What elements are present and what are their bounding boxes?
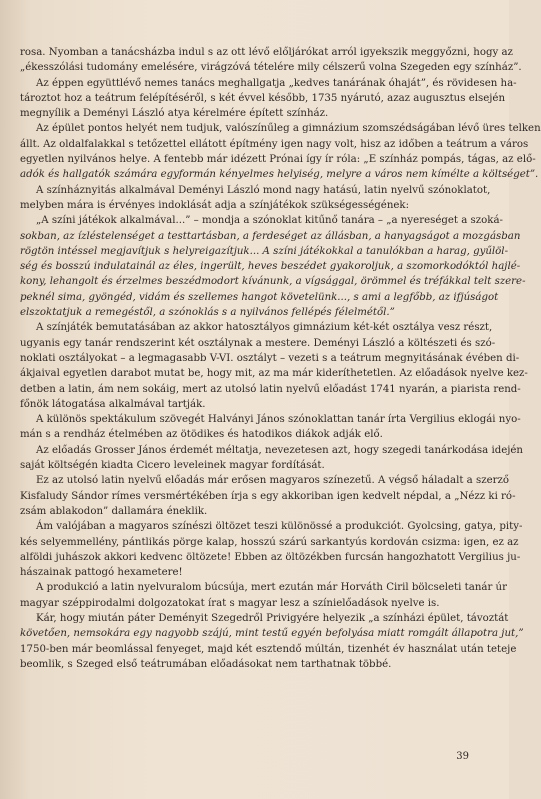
- text-line: állt. Az oldalfalakkal s tetőzettel ellátott építmény igen nagy volt, hisz az időben a teátrum a város: [20, 138, 529, 150]
- text-line: Az éppen együttlévő nemes tanács meghallgatja „kedves tanárának óhaját”, és rövidesen ha-: [36, 77, 517, 89]
- text-line: egyetlen nyilvános helye. A fentebb már idézett Prónai így ír róla: „E színház pompás, tágas, az elő-: [20, 154, 536, 166]
- paragraph-10: [20, 611, 524, 672]
- text-line: detben a latin, ám nem sokáig, mert az utolsó latin nyelvű előadást 1741 nyarán, a piarista rend-: [20, 383, 521, 395]
- text-line: noklati osztályokat – a legmagasabb V-VI. osztályt – vezeti s a teátrum megnyitásának évében di-: [20, 352, 520, 364]
- paragraph-8: [20, 519, 523, 580]
- text-line: rosa. Nyomban a tanácsházba indul s az ott lévő előljárókat arról igyekszik meggyőzni, hogy az: [20, 47, 513, 58]
- paragraph-1: [20, 45, 522, 121]
- text-line: saját költségén kiadta Cicero leveleinek magyar fordítását.: [20, 460, 325, 472]
- text-line: alföldi juhászok akkori kedvenc öltözete! Ebben az öltözékben furcsán hangozhatott Vergilius ju-: [20, 551, 521, 563]
- text-line: Kisfaludy Sándor rímes versmértékében írja s egy akkoriban igen kedvelt népdal, a „Nézz ki ró-: [20, 490, 516, 502]
- text-line: 1750-ben már beomlással fenyeget, majd két esztendő múltán, tizenhét év használat után teteje: [20, 643, 517, 655]
- text-line: ákjaival egyetlen darabot mutat be, hogy mit, az ma már kideríthetetlen. Az előadások nyelve kez-: [20, 368, 528, 380]
- paragraph-7: [20, 473, 516, 519]
- text-line: kony, lehangolt és érzelmes beszédmodort kívánunk, a vígsággal, örömmel és tréfákkal telt szere-: [20, 276, 526, 288]
- paragraph-5: [20, 412, 521, 443]
- text-line: Ez az utolsó latin nyelvű előadás már erősen magyaros színezetű. A végső háladalt a szerző: [36, 475, 509, 487]
- text-line: A színjáték bemutatásában az akkor hatosztályos gimnázium két-két osztálya vesz részt,: [36, 322, 493, 334]
- text-line: sokban, az ízléstelenséget a testtartásban, a ferdeséget az állásban, a hanyagságot a mozgásban: [20, 230, 521, 242]
- paragraph-3: [20, 183, 526, 321]
- text-line: melyben mára is érvényes indoklását adja a színjátékok szükségességének:: [20, 199, 410, 211]
- text-line: tároztot hoz a teátrum felépítéséről, s két évvel később, 1735 nyárutó, azaz augusztus elsején: [20, 92, 506, 104]
- text-line: „ékesszólási tudomány emelésére, virágzóvá tételére mily célszerű volna Szegeden egy színház”.: [20, 62, 522, 74]
- text-line: főnök látogatása alkalmával tartják.: [20, 398, 206, 410]
- text-line: Ám valójában a magyaros színészi öltözet teszi különössé a produkciót. Gyolcsing, gatya, pity-: [36, 521, 523, 533]
- text-line: A produkció a latin nyelvuralom búcsúja, mert ezután már Horváth Ciril bölcseleti tanár úr: [36, 582, 507, 594]
- text-line: Kár, hogy miután páter Deményit Szegedről Privigyére helyezik „a színházi épület, távoztát: [36, 612, 509, 624]
- text-line: hászainak pattogó hexametere!: [20, 567, 183, 579]
- text-line: zsám ablakodon” dallamára éneklik.: [20, 505, 208, 517]
- text-line: mán s a rendház ételmében az ötödikes és hatodikos diákok adják elő.: [20, 429, 383, 441]
- text-line: beomlik, s Szeged első teátrumában előadásokat nem tarthatnak többé.: [20, 658, 392, 670]
- text-line: Az előadás Grosser János érdemét méltatja, nevezetesen azt, hogy szegedi tanárkodása idején: [36, 444, 523, 456]
- text-line: elszoktatjuk a remegéstől, a szónoklás s a nyilvános fellépés félelmétől.”: [20, 307, 395, 319]
- text-line: rögtön intéssel megjavítjuk s helyreigazítjuk... A színi játékokkal a tanulókban a harag, gyűlöl-: [20, 245, 509, 257]
- text-line: adók és hallgatók számára egyformán kényelmes helyiség, melyre a város nem kímélte a költséget”.: [20, 169, 539, 181]
- paragraph-9: [20, 580, 507, 611]
- text-line: megnyílik a Deményi László atya kérelmére épített színház.: [20, 108, 329, 120]
- text-line: ugyanis egy tanár rendszerint két osztálynak a mestere. Deményi László a költészeti és szó-: [20, 337, 496, 349]
- text-line: követően, nemsokára egy nagyobb szájú, mint testű egyén befolyása miatt romgált állapotra jut,”: [20, 628, 524, 640]
- page-number: 39: [456, 751, 469, 762]
- text-line: Az épület pontos helyét nem tudjuk, valószínűleg a gimnázium szomszédságában lévő üres telken: [36, 123, 541, 135]
- text-line: ség és bosszú indulatainál az éles, ingerült, heves beszédet gyakoroljuk, a szomorkodóktól hajlé-: [20, 261, 521, 273]
- text-line: peknél sima, gyöngéd, vidám és szellemes hangot követelünk..., s ami a legfőbb, az ifjúságot: [20, 291, 499, 303]
- text-line: magyar széppirodalmi dolgozatokat írat s magyar lesz a színielőadások nyelve is.: [20, 597, 440, 609]
- text-line: A különös spektákulum szövegét Halványi János szónoklattan tanár írta Vergilius eklogái nyo-: [36, 414, 521, 426]
- paragraph-6: [20, 443, 523, 474]
- paragraph-2: [20, 121, 541, 182]
- paragraph-4: [20, 320, 528, 412]
- text-line: A színháznyitás alkalmával Deményi László mond nagy hatású, latin nyelvű szónoklatot,: [36, 184, 491, 196]
- text-line: „A színi játékok alkalmával...” – mondja a szónoklat kitűnő tanára – „a nyereséget a szoká-: [36, 215, 503, 227]
- text-line: kés selyemmellény, pántlikás pörge kalap, hosszú szárú sarkantyús kordován csizma: igen, ez az: [20, 536, 519, 548]
